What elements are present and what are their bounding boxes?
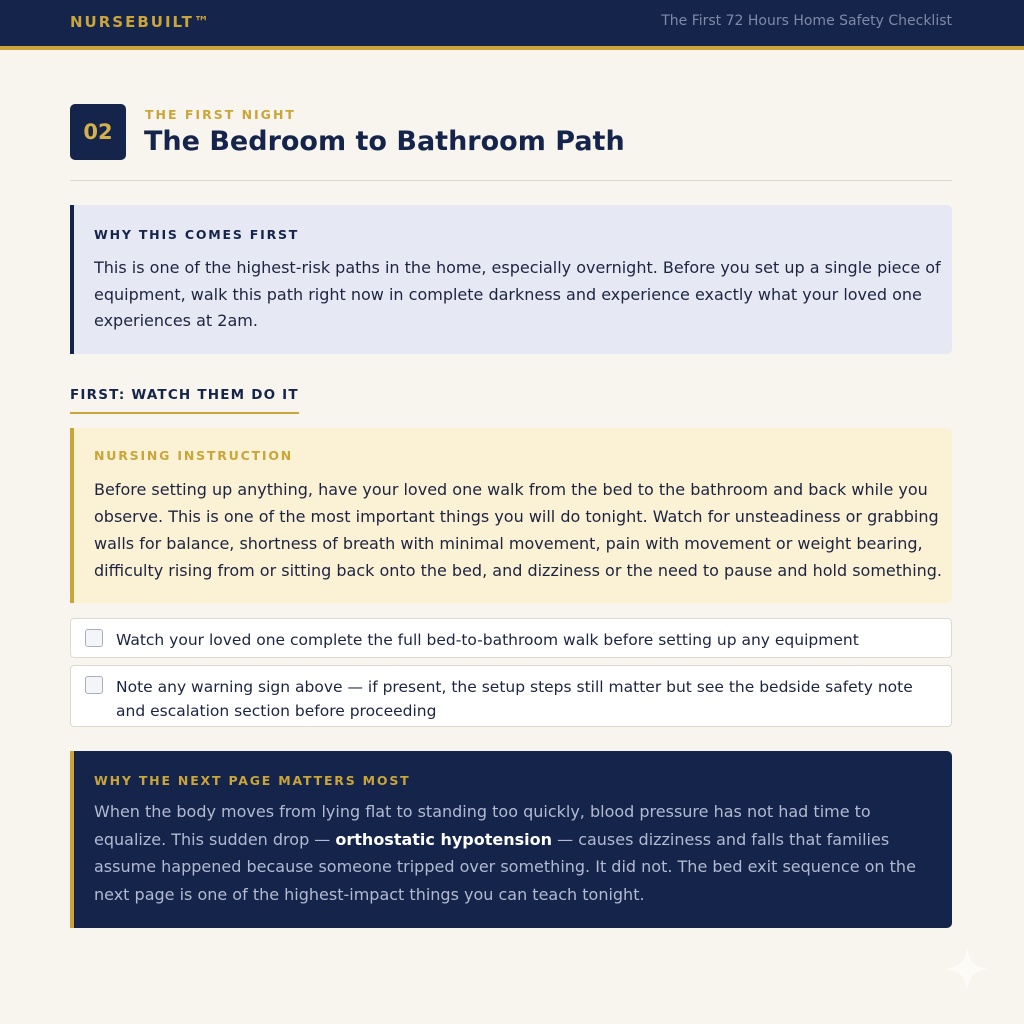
why-first-callout [70, 205, 952, 354]
nursing-instruction-callout [70, 428, 952, 603]
section-eyebrow: THE FIRST NIGHT [145, 107, 296, 122]
checklist-item[interactable] [70, 665, 952, 727]
nursing-instruction-body: Before setting up anything, have your loved one walk from the bed to the bathroom and back while you observe. This is one of the most important things you will do tonight. Watch for unsteadiness or grabbing walls for balance, shortness of breath with minimal movement, pain with movement or weight bearing, difficulty rising from or sitting back onto the bed, and dizziness or the need to pause and hold something. [94, 480, 943, 580]
next-page-body-start: When the body moves from lying flat to standing too quickly, blood pressure has not had time to equalize. This sudden drop — [94, 802, 871, 849]
page-title: The Bedroom to Bathroom Path [144, 126, 625, 157]
sparkle-icon [942, 944, 992, 994]
brand-logo-text: NURSEBUILT™ [70, 13, 211, 31]
top-banner [0, 0, 1024, 50]
checkbox[interactable] [85, 629, 103, 647]
checklist-item-text: Watch your loved one complete the full bed-to-bathroom walk before setting up any equipment [116, 631, 859, 649]
next-page-callout [70, 751, 952, 928]
why-first-body: This is one of the highest-risk paths in the home, especially overnight. Before you set up a single piece of equipment, walk this path right now in complete darkness and experience exactly what your loved one experiences at 2am. [94, 258, 941, 330]
checklist-item-text: Note any warning sign above — if present, the setup steps still matter but see the bedside safety note and escalation section before proceeding [116, 678, 913, 720]
next-page-label: WHY THE NEXT PAGE MATTERS MOST [94, 773, 411, 788]
title-divider [70, 180, 952, 181]
checklist-item[interactable] [70, 618, 952, 658]
why-first-label: WHY THIS COMES FIRST [94, 227, 300, 242]
orthostatic-hypotension-term: orthostatic hypotension [335, 829, 553, 849]
nursing-instruction-label: NURSING INSTRUCTION [94, 448, 294, 463]
next-page-body [94, 798, 944, 908]
next-page-body-end: — causes dizziness and falls that families assume happened because someone tripped over something. It did not. The bed exit sequence on the next page is one of the highest-impact things you can teach tonight. [94, 829, 916, 904]
section-number-badge: 02 [70, 104, 126, 160]
watch-section-heading: FIRST: WATCH THEM DO IT [70, 387, 299, 414]
document-subtitle: The First 72 Hours Home Safety Checklist [661, 13, 952, 29]
checkbox[interactable] [85, 676, 103, 694]
